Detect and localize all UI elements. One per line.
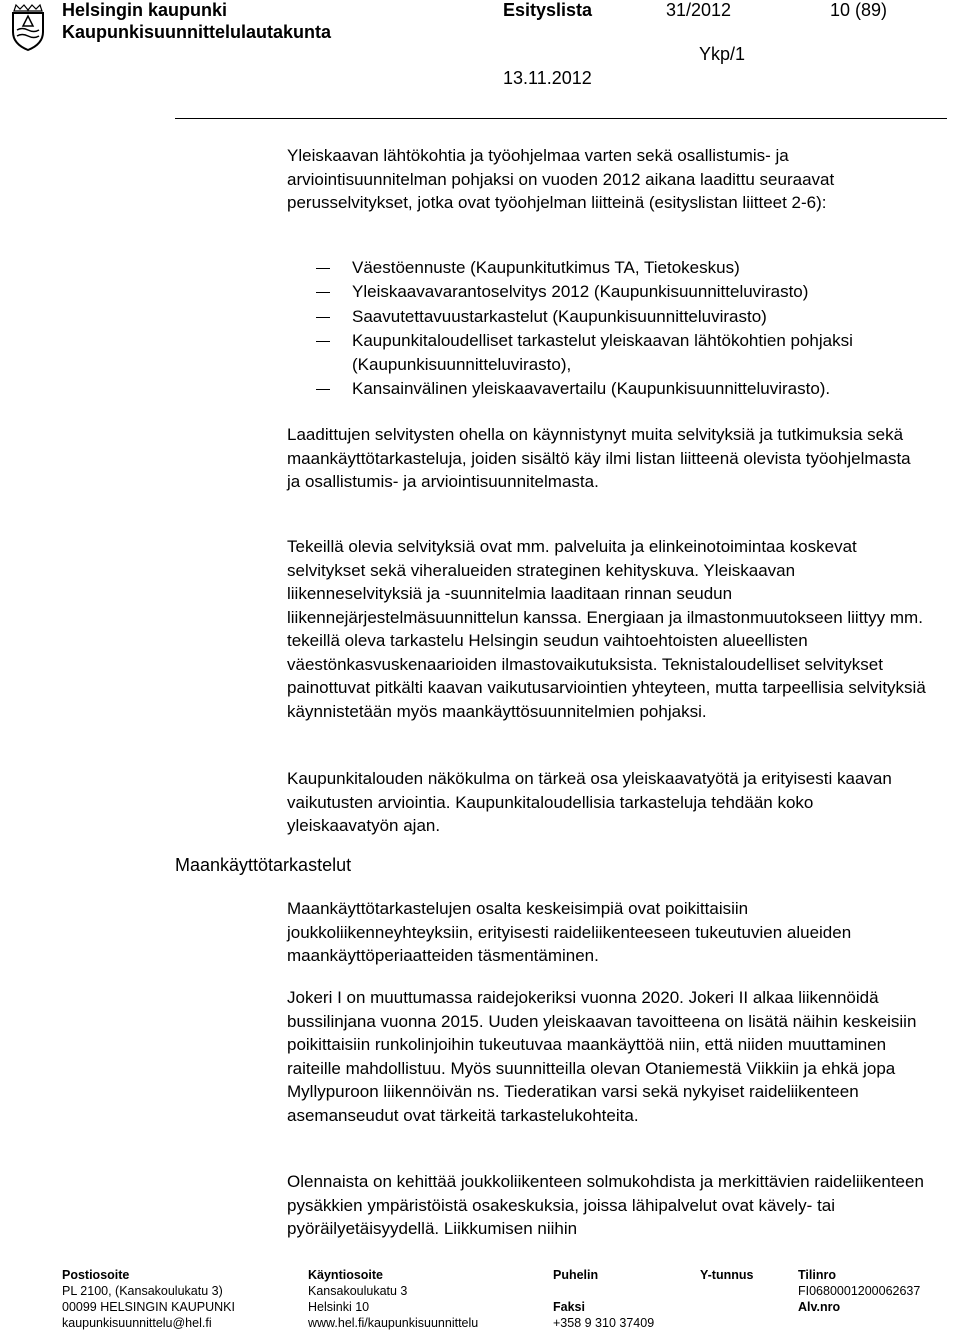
paragraph-jokeri: Jokeri I on muuttumassa raidejokeriksi vuonna 2020. Jokeri II alkaa liikennöidä bussilinjana vuonna 2015. Uuden yleiskaavan tavoitteena on lisätä näihin keskeisiin poikittaisiin runkolinjoihin tukeutuvaa maankäyttöä niin, että niiden muuttaminen raiteille mahdollistuu. Myös suunnitteilla olevan Otaniemestä Viikkiin ja ehkä jopa Myllypuroon liikennöivän ns. Tiederatikan varsi sekä nykyiset raideliikenteen asemanseudut ovat tärkeitä tarkastelukohteita.: [287, 988, 917, 1125]
footer-visiting: [308, 1267, 478, 1331]
footer-value: FI0680001200062637: [798, 1284, 921, 1298]
footer-label: Faksi: [553, 1300, 585, 1314]
paragraph-urban-economy: Kaupunkitalouden näkökulma on tärkeä osa yleiskaavatyötä ja erityisesti kaavan vaikutusten arviointia. Kaupunkitaloudellisia tarkasteluja tehdään koko yleiskaavatyön ajan.: [287, 769, 892, 835]
footer-label: Alv.nro: [798, 1300, 841, 1314]
footer-value: +358 9 310 37409: [553, 1316, 655, 1330]
footer-email[interactable]: kaupunkisuunnittelu@hel.fi: [62, 1316, 212, 1330]
paragraph-ongoing-studies: Tekeillä olevia selvityksiä ovat mm. palveluita ja elinkeinotoimintaa koskevat selvitykset sekä viheralueiden strateginen kehityskuva. Yleiskaavan liikenneselvityksiä ja -suunnitelmia laaditaan rinnan seudun liikennejärjestelmäsuunnittelun kanssa. Energiaan ja ilmastonmuutokseen liittyy mm. tekeillä oleva tarkastelu Helsingin seudun vaihtoehtoisten alueellisten väestönkasvuskenaarioiden ilmastovaikutuksista. Teknistaloudelliset selvitykset painottuvat pitkälti kaavan vaikutusarviointien yhteyteen, mutta tarpeellisia selvityksiä käynnistetään myös maankäyttösuunnitelmien pohjaksi.: [287, 537, 926, 721]
helsinki-crest-icon: [8, 2, 48, 52]
meeting-date: 13.11.2012: [503, 68, 592, 88]
item-number: Ykp/1: [699, 44, 746, 64]
dash-icon: [316, 292, 330, 293]
footer-label: Postiosoite: [62, 1268, 130, 1282]
footer-value: PL 2100, (Kansakoulukatu 3): [62, 1284, 223, 1298]
dash-icon: [316, 341, 330, 342]
footer-postal: [62, 1267, 235, 1331]
doc-type: Esityslista: [503, 0, 593, 20]
footer-label: Käyntiosoite: [308, 1268, 384, 1282]
list-item: Kansainvälinen yleiskaavavertailu (Kaupunkisuunnitteluvirasto).: [316, 377, 956, 401]
page-number: 10 (89): [830, 0, 888, 20]
paragraph-other-studies: Laadittujen selvitysten ohella on käynnistynyt muita selvityksiä ja tutkimuksia sekä maankäyttötarkasteluja, joiden sisältö käy ilmi listan liitteenä olevista työohjelmasta ja osallistumis- ja arviointisuunnitelmasta.: [287, 425, 911, 491]
header-divider: [175, 118, 947, 119]
reports-list: [316, 256, 956, 402]
footer-label: Puhelin: [553, 1268, 599, 1282]
footer-website[interactable]: www.hel.fi/kaupunkisuunnittelu: [308, 1316, 479, 1330]
list-item: Saavutettavuustarkastelut (Kaupunkisuunnitteluvirasto): [316, 305, 956, 329]
board-name: Kaupunkisuunnittelulautakunta: [62, 22, 332, 42]
paragraph-land-use: Maankäyttötarkastelujen osalta keskeisimpiä ovat poikittaisiin joukkoliikenneyhteyksiin, erityisesti raideliikenteeseen tukeutuvien alueiden maankäyttöperiaatteiden täsmentäminen.: [287, 899, 852, 965]
footer-value: Kansakoulukatu 3: [308, 1284, 408, 1298]
list-item: Väestöennuste (Kaupunkitutkimus TA, Tietokeskus): [316, 256, 956, 280]
dash-icon: [316, 317, 330, 318]
dash-icon: [316, 389, 330, 390]
footer-phone: [553, 1267, 654, 1331]
footer-ytunnus: [700, 1267, 753, 1283]
footer-label: Y-tunnus: [700, 1268, 754, 1282]
footer-value: Helsinki 10: [308, 1300, 370, 1314]
dash-icon: [316, 268, 330, 269]
footer-label: Tilinro: [798, 1268, 836, 1282]
footer-account: [798, 1267, 920, 1315]
paragraph-transit-hubs: Olennaista on kehittää joukkoliikenteen solmukohdista ja merkittävien raideliikenteen pysäkkien ympäristöistä osakeskuksia, joissa lähipalvelut ovat kävely- tai pyöräilyetäisyydellä. Liikkumisen niihin: [287, 1172, 924, 1238]
section-heading-land-use: Maankäyttötarkastelut: [175, 855, 352, 875]
doc-number: 31/2012: [666, 0, 732, 20]
list-item: Yleiskaavavarantoselvitys 2012 (Kaupunkisuunnitteluvirasto): [316, 280, 956, 304]
city-name: Helsingin kaupunki: [62, 0, 228, 20]
intro-paragraph: Yleiskaavan lähtökohtia ja työohjelmaa varten sekä osallistumis- ja arviointisuunnitelman pohjaksi on vuoden 2012 aikana laadittu seuraavat perusselvitykset, jotka ovat työohjelman liitteinä (esityslistan liitteet 2-6):: [287, 146, 835, 212]
list-item: Kaupunkitaloudelliset tarkastelut yleiskaavan lähtökohtien pohjaksi (Kaupunkisuunnitteluvirasto),: [316, 329, 912, 378]
footer-value: 00099 HELSINGIN KAUPUNKI: [62, 1300, 235, 1314]
